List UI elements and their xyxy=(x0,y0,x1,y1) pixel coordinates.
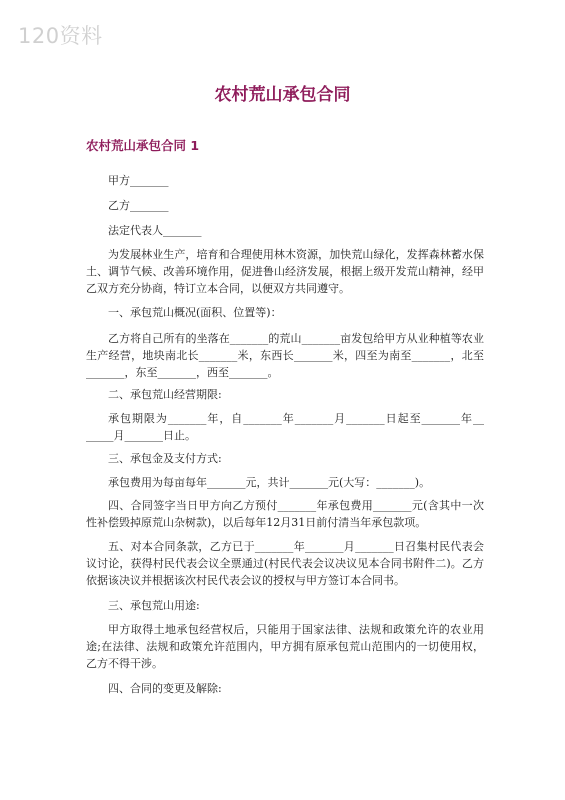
section-heading-term: 二、承包荒山经营期限: xyxy=(108,388,222,401)
section-heading-usage: 三、承包荒山用途: xyxy=(108,599,200,612)
section-subtitle: 农村荒山承包合同 1 xyxy=(86,138,200,153)
usage-paragraph: 甲方取得土地承包经营权后，只能用于国家法律、法规和政策允许的农业用途;在法律、法规和政策允许范围内，甲方拥有原承包荒山范围内的一切使用权，乙方不得干涉。 xyxy=(86,623,484,670)
overview-paragraph: 乙方将自己所有的坐落在_______的荒山_______亩发包给甲方从业种植等农业生产经营，地块南北长_______米，东西长_______米，四至为南至_______，北至_______，东至_______，西至_______。 xyxy=(86,332,484,379)
watermark: 120资料 xyxy=(18,24,103,48)
villager-meeting-paragraph: 五、对本合同条款，乙方已于_______年_______月_______日召集村民代表会议讨论，获得村民代表会议全票通过(村民代表会议决议见本合同书附件二)。乙方依据该决议并根据该次村民代表会议的授权与甲方签订本合同书。 xyxy=(86,540,484,587)
section-heading-overview: 一、承包荒山概况(面积、位置等)： xyxy=(108,306,282,319)
term-paragraph: 承包期限为_______年，自_______年_______月_______日起至_______年__ _____月_______日止。 xyxy=(86,412,484,442)
legal-representative-line: 法定代表人_______ xyxy=(108,224,202,237)
prepayment-paragraph: 四、合同签字当日甲方向乙方预付_______年承包费用_______元(含其中一次性补偿毁掉原荒山杂树款)，以后每年12月31日前付清当年承包款项。 xyxy=(86,499,484,529)
section-heading-changes: 四、合同的变更及解除: xyxy=(108,682,222,695)
payment-fee-paragraph: 承包费用为每亩每年_______元，共计_______元(大写：_______)。 xyxy=(108,476,431,489)
party-a-line: 甲方_______ xyxy=(108,174,169,187)
intro-paragraph: 为发展林业生产，培育和合理使用林木资源，加快荒山绿化，发挥森林蓄水保土、调节气候、改善环境作用，促进鲁山经济发展，根据上级开发荒山精神，经甲乙双方充分协商，特订立本合同，以便双方共同遵守。 xyxy=(86,248,484,295)
section-heading-payment: 三、承包金及支付方式: xyxy=(108,452,222,465)
party-b-line: 乙方_______ xyxy=(108,199,169,212)
document-title: 农村荒山承包合同 xyxy=(214,85,351,105)
